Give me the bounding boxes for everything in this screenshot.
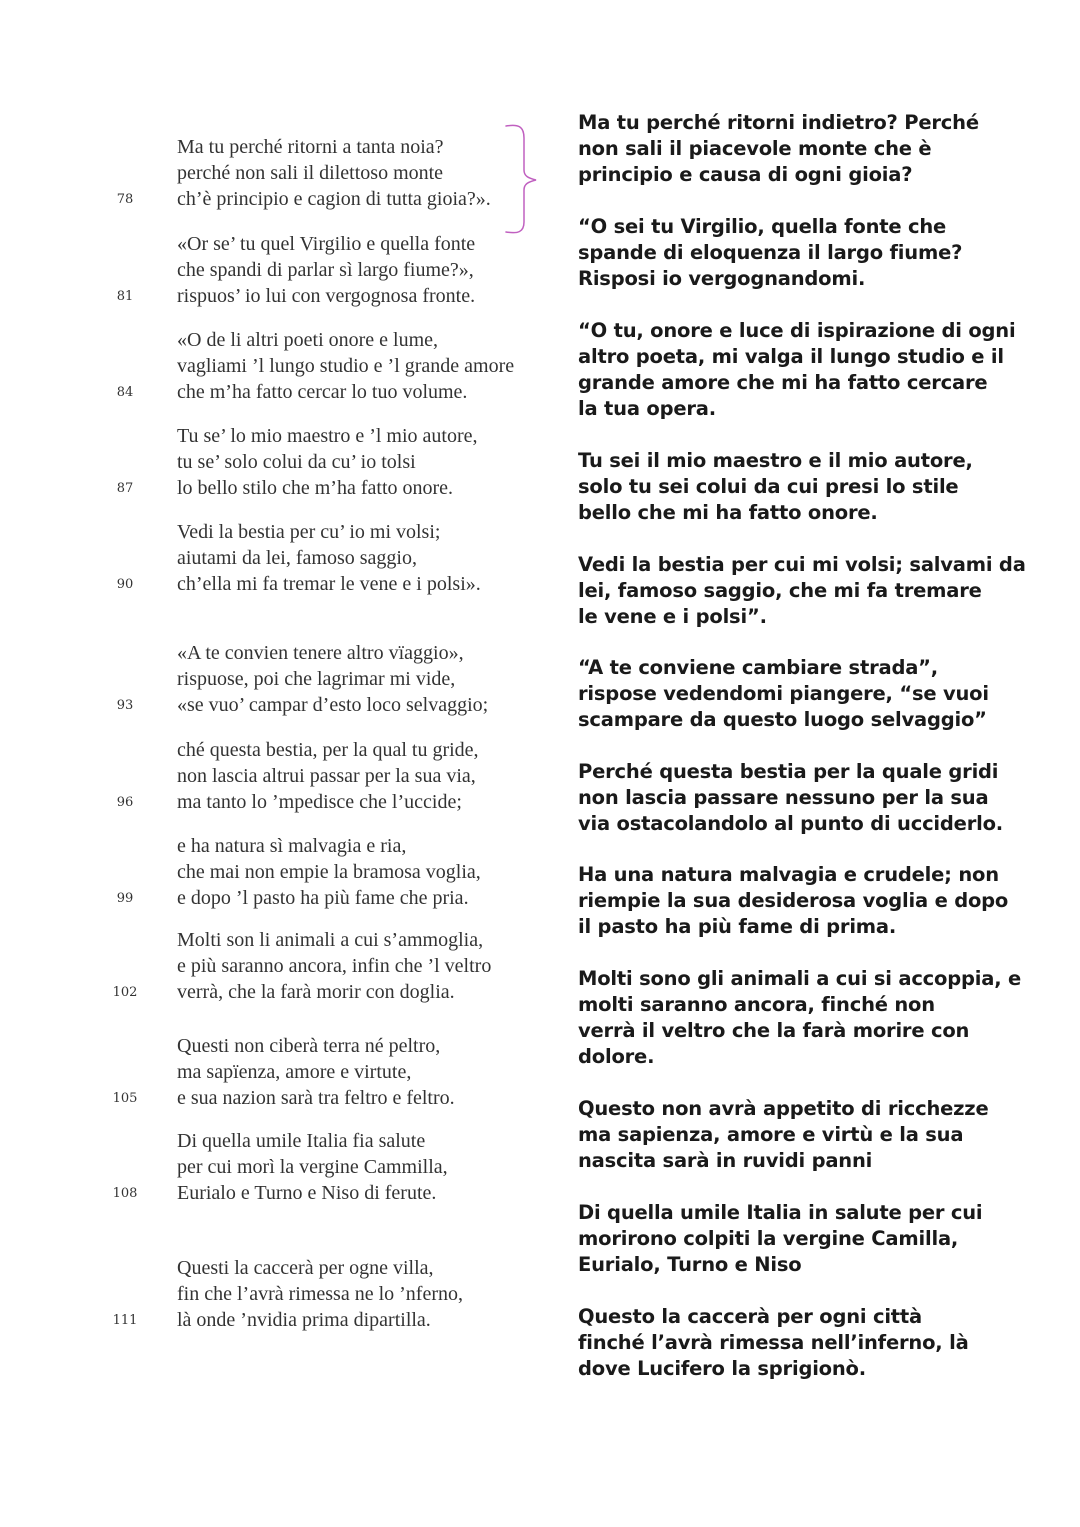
- verse-number: 81: [116, 289, 134, 304]
- translation-line: molti saranno ancora, finché non: [578, 993, 935, 1016]
- translation-line: “O sei tu Virgilio, quella fonte che: [578, 215, 947, 238]
- verse-line: che spandi di parlar sì largo fiume?»,: [177, 259, 474, 281]
- verse-line: «Or se’ tu quel Virgilio e quella fonte: [177, 233, 476, 255]
- verse-line: Questi non ciberà terra né peltro,: [177, 1035, 441, 1057]
- verse-line: fin che l’avrà rimessa ne lo ’nferno,: [177, 1283, 463, 1305]
- verse-number: 111: [112, 1313, 138, 1328]
- verse-line: «O de li altri poeti onore e lume,: [177, 329, 439, 351]
- translation-line: Vedi la bestia per cui mi volsi; salvami da: [578, 553, 1026, 576]
- translation-paragraph: [578, 1304, 1018, 1382]
- translation-line: riempie la sua desiderosa voglia e dopo: [578, 889, 1009, 912]
- translation-line: le vene e i polsi”.: [578, 605, 767, 628]
- translation-line: il pasto ha più fame di prima.: [578, 915, 897, 938]
- translation-line: Eurialo, Turno e Niso: [578, 1253, 802, 1276]
- translation-line: Questo non avrà appetito di ricchezze: [578, 1097, 989, 1120]
- verse-line: là onde ’nvidia prima dipartilla.: [177, 1309, 431, 1331]
- verse-number: 108: [112, 1186, 138, 1201]
- translation-line: Molti sono gli animali a cui si accoppia, e: [578, 967, 1022, 990]
- translation-paragraph: [578, 318, 1018, 422]
- translation-line: ma sapienza, amore e virtù e la sua: [578, 1123, 964, 1146]
- translation-paragraph: [578, 862, 1018, 940]
- verse-line: verrà, che la farà morir con doglia.: [177, 981, 455, 1003]
- verse-line: Questi la caccerà per ogne villa,: [177, 1257, 434, 1279]
- verse-line: Eurialo e Turno e Niso di ferute.: [177, 1182, 437, 1204]
- translation-paragraph: [578, 552, 1026, 630]
- verse-line: che m’ha fatto cercar lo tuo volume.: [177, 381, 468, 403]
- translation-paragraph: [578, 759, 1018, 837]
- verse-line: Ma tu perché ritorni a tanta noia?: [177, 136, 444, 158]
- translation-paragraph: [578, 448, 1018, 526]
- translation-line: finché l’avrà rimessa nell’inferno, là: [578, 1331, 969, 1354]
- verse-line: tu se’ solo colui da cu’ io tolsi: [177, 451, 416, 473]
- translation-paragraph: [578, 110, 1018, 188]
- translation-line: morirono colpiti la vergine Camilla,: [578, 1227, 959, 1250]
- translation-line: spande di eloquenza il largo fiume?: [578, 241, 963, 264]
- verse-number: 87: [116, 481, 134, 496]
- translation-line: la tua opera.: [578, 397, 716, 420]
- verse-number: 96: [116, 795, 134, 810]
- translation-line: dove Lucifero la sprigionò.: [578, 1357, 866, 1380]
- translation-line: Ma tu perché ritorni indietro? Perché: [578, 111, 979, 134]
- verse-line: Tu se’ lo mio maestro e ’l mio autore,: [177, 425, 478, 447]
- verse-number: 99: [116, 891, 134, 906]
- verse-line: Molti son li animali a cui s’ammoglia,: [177, 929, 484, 951]
- verse-line: e più saranno ancora, infin che ’l veltro: [177, 955, 492, 977]
- translation-line: dolore.: [578, 1045, 655, 1068]
- translation-line: bello che mi ha fatto onore.: [578, 501, 878, 524]
- verse-line: lo bello stilo che m’ha fatto onore.: [177, 477, 454, 499]
- translation-line: verrà il veltro che la farà morire con: [578, 1019, 970, 1042]
- verse-line: «se vuo’ campar d’esto loco selvaggio;: [177, 694, 489, 716]
- verse-line: e ha natura sì malvagia e ria,: [177, 835, 407, 857]
- translation-paragraph: [578, 655, 1018, 733]
- translation-paragraph: [578, 1200, 1018, 1278]
- translation-line: grande amore che mi ha fatto cercare: [578, 371, 988, 394]
- translation-line: Questo la caccerà per ogni città: [578, 1305, 923, 1328]
- verse-line: che mai non empie la bramosa voglia,: [177, 861, 481, 883]
- translation-line: Risposi io vergognandomi.: [578, 267, 866, 290]
- translation-line: Tu sei il mio maestro e il mio autore,: [578, 449, 973, 472]
- translation-paragraph: [578, 1096, 1018, 1174]
- verse-line: vagliami ’l lungo studio e ’l grande amore: [177, 355, 515, 377]
- verse-line: Di quella umile Italia fia salute: [177, 1130, 426, 1152]
- translation-line: Ha una natura malvagia e crudele; non: [578, 863, 999, 886]
- verse-line: e dopo ’l pasto ha più fame che pria.: [177, 887, 469, 909]
- translation-line: “A te conviene cambiare strada”,: [578, 656, 938, 679]
- translation-line: non sali il piacevole monte che è: [578, 137, 932, 160]
- verse-number: 102: [112, 985, 138, 1000]
- verse-number: 93: [116, 698, 134, 713]
- translation-line: rispose vedendomi piangere, “se vuoi: [578, 682, 989, 705]
- verse-number: 84: [116, 385, 134, 400]
- translation-line: Perché questa bestia per la quale gridi: [578, 760, 999, 783]
- verse-line: «A te convien tenere altro vïaggio»,: [177, 642, 464, 664]
- verse-number: 105: [112, 1091, 138, 1106]
- verse-line: e sua nazion sarà tra feltro e feltro.: [177, 1087, 455, 1109]
- verse-line: per cui morì la vergine Cammilla,: [177, 1156, 448, 1178]
- translation-paragraph: [578, 966, 1022, 1070]
- verse-line: rispuose, poi che lagrimar mi vide,: [177, 668, 456, 690]
- verse-line: perché non sali il dilettoso monte: [177, 162, 444, 184]
- verse-line: ch’è principio e cagion di tutta gioia?».: [177, 188, 491, 210]
- translation-line: nascita sarà in ruvidi panni: [578, 1149, 873, 1172]
- translation-line: principio e causa di ogni gioia?: [578, 163, 913, 186]
- translation-line: solo tu sei colui da cui presi lo stile: [578, 475, 959, 498]
- translation-line: via ostacolandolo al punto di ucciderlo.: [578, 812, 1003, 835]
- verse-line: ma sapïenza, amore e virtute,: [177, 1061, 412, 1083]
- verse-line: non lascia altrui passar per la sua via,: [177, 765, 476, 787]
- verse-line: ché questa bestia, per la qual tu gride,: [177, 739, 479, 761]
- verse-line: Vedi la bestia per cu’ io mi volsi;: [177, 521, 441, 543]
- verse-line: aiutami da lei, famoso saggio,: [177, 547, 417, 569]
- translation-paragraph: [578, 214, 1018, 292]
- translation-line: lei, famoso saggio, che mi fa tremare: [578, 579, 982, 602]
- verse-number: 90: [116, 577, 134, 592]
- translation-line: “O tu, onore e luce di ispirazione di ogni: [578, 319, 1016, 342]
- translation-line: scampare da questo luogo selvaggio”: [578, 708, 987, 731]
- verse-line: ch’ella mi fa tremar le vene e i polsi».: [177, 573, 481, 595]
- verse-number: 78: [116, 192, 134, 207]
- translation-line: Di quella umile Italia in salute per cui: [578, 1201, 983, 1224]
- annotation-bracket: [500, 118, 540, 238]
- translation-line: altro poeta, mi valga il lungo studio e il: [578, 345, 1004, 368]
- translation-line: non lascia passare nessuno per la sua: [578, 786, 989, 809]
- verse-line: rispuos’ io lui con vergognosa fronte.: [177, 285, 476, 307]
- verse-line: ma tanto lo ’mpedisce che l’uccide;: [177, 791, 462, 813]
